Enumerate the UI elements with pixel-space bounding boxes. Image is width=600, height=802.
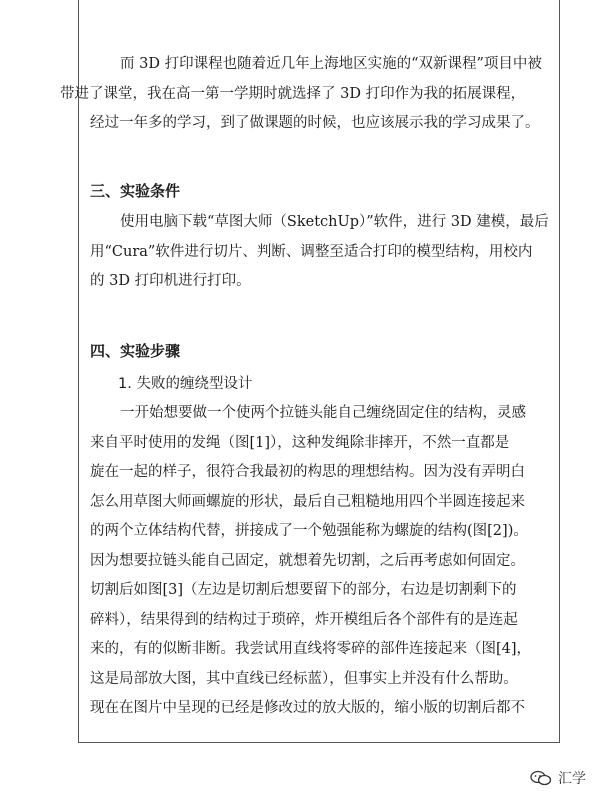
text-line: 而 3D 打印课程也随着近几年上海地区实施的“双新课程”项目中被: [120, 56, 542, 72]
text-line: 现在在图片中呈现的已经是修改过的放大版的，缩小版的切割后都不: [90, 700, 525, 716]
subsection-heading: 1. 失败的缠绕型设计: [118, 376, 253, 392]
section-heading: 四、实验步骤: [90, 342, 181, 360]
text-line: 切割后如图[3]（左边是切割后想要留下的部分，右边是切割剩下的: [90, 582, 517, 598]
wechat-icon: [530, 770, 552, 786]
text-line: 的 3D 打印机进行打印。: [90, 273, 251, 289]
section3-paragraph: [90, 208, 549, 297]
intro-paragraph: [60, 50, 542, 139]
text-line: 经过一年多的学习，到了做课题的时候，也应该展示我的学习成果了。: [90, 115, 540, 131]
section4-paragraph: [90, 399, 540, 724]
text-line: 旋在一起的样子，很符合我最初的构思的理想结构。因为没有弄明白: [90, 464, 525, 480]
text-line: 怎么用草图大师画螺旋的形状，最后自己粗糙地用四个半圆连接起来: [90, 493, 525, 510]
text-line: 碎料），结果得到的结构过于琐碎，炸开模组后各个部件有的是连起: [90, 611, 518, 628]
text-line: 因为想要拉链头能自己固定，就想着先切割，之后再考虑如何固定。: [90, 552, 525, 569]
text-line: 来自平时使用的发绳（图[1]），这种发绳除非摔开，不然一直都是: [90, 434, 510, 451]
section-heading: 三、实验条件: [90, 182, 181, 200]
text-line: 带进了课堂，我在高一第一学期时就选择了 3D 打印作为我的拓展课程，: [60, 85, 526, 102]
text-line: 来的，有的似断非断。我尝试用直线将零碎的部件连接起来（图[4]，: [90, 641, 532, 657]
text-line: 使用电脑下载“草图大师（SketchUp）”软件，进行 3D 建模，最后: [120, 214, 549, 230]
watermark: [530, 768, 586, 788]
text-line: 的两个立体结构代替，拼接成了一个勉强能称为螺旋的结构(图[2])。: [90, 523, 528, 539]
text-line: 用“Cura”软件进行切片、判断、调整至适合打印的模型结构，用校内: [90, 243, 533, 260]
watermark-text: 汇学: [558, 771, 586, 787]
text-line: 一开始想要做一个使两个拉链头能自己缠绕固定住的结构，灵感: [120, 405, 526, 421]
text-line: 这是局部放大图，其中直线已经标蓝），但事实上并没有什么帮助。: [90, 670, 518, 687]
